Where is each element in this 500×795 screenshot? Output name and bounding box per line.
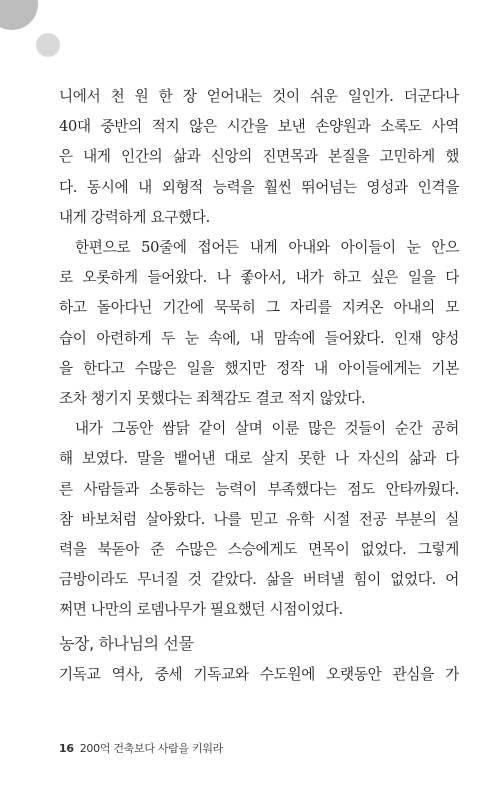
page-number: 16 (59, 742, 74, 755)
text-line: 을 한다고 수많은 일을 했지만 정작 내 아이들에게는 기본 (59, 359, 459, 377)
text-line: 내게 강력하게 요구했다. (59, 208, 210, 226)
decorative-circle-small (36, 33, 60, 57)
text-line: 른 사람들과 소통하는 능력이 부족했다는 점도 안타까웠다. (59, 480, 459, 498)
text-line: 다. 동시에 내 외형적 능력을 훨씬 뛰어넘는 영성과 인격을 (59, 178, 459, 196)
text-line: 40대 중반의 적지 않은 시간을 보낸 손양원과 소록도 사역 (59, 118, 459, 136)
text-line: 력을 북돋아 준 수많은 스승에게도 면목이 없었다. 그렇게 (59, 541, 459, 559)
text-line: 참 바보처럼 살아왔다. 나를 믿고 유학 시절 전공 부분의 실 (59, 510, 459, 528)
book-title: 200억 건축보다 사람을 키워라 (79, 742, 223, 755)
text-line: 로 오롯하게 들어왔다. 나 좋아서, 내가 하고 싶은 일을 다 (59, 269, 459, 287)
text-line: 조차 챙기지 못했다는 죄책감도 결코 적지 않았다. (59, 390, 366, 408)
body-text (59, 82, 459, 626)
text-line: 쩌면 나만의 로뎀나무가 필요했던 시점이었다. (59, 601, 343, 619)
text-line: 한편으로 50줄에 접어든 내게 아내와 아이들이 눈 안으 (75, 239, 459, 257)
section-first-line: 기독교 역사, 중세 기독교와 수도원에 오랫동안 관심을 가 (59, 666, 459, 683)
text-line: 해 보였다. 말을 뱉어낸 대로 살지 못한 나 자신의 삶과 다 (59, 450, 459, 468)
text-line: 내가 그동안 쌈닭 같이 살며 이룬 많은 것들이 순간 공허 (75, 420, 459, 438)
text-line: 은 내게 인간의 삶과 신앙의 진면목과 본질을 고민하게 했 (59, 148, 459, 166)
text-line: 니에서 천 원 한 장 얻어내는 것이 쉬운 일인가. 더군다나 (59, 88, 459, 105)
page-footer (59, 740, 223, 756)
text-line: 습이 아련하게 두 눈 속에, 내 맘속에 들어왔다. 인재 양성 (59, 329, 459, 347)
text-line: 하고 돌아다닌 기간에 묵묵히 그 자리를 지켜온 아내의 모 (59, 299, 459, 317)
section-heading: 농장, 하나님의 선물 (59, 634, 194, 653)
decorative-circle-large (0, 0, 38, 30)
text-line: 금방이라도 무너질 것 같았다. 삶을 버텨낼 힘이 없었다. 어 (59, 571, 459, 589)
